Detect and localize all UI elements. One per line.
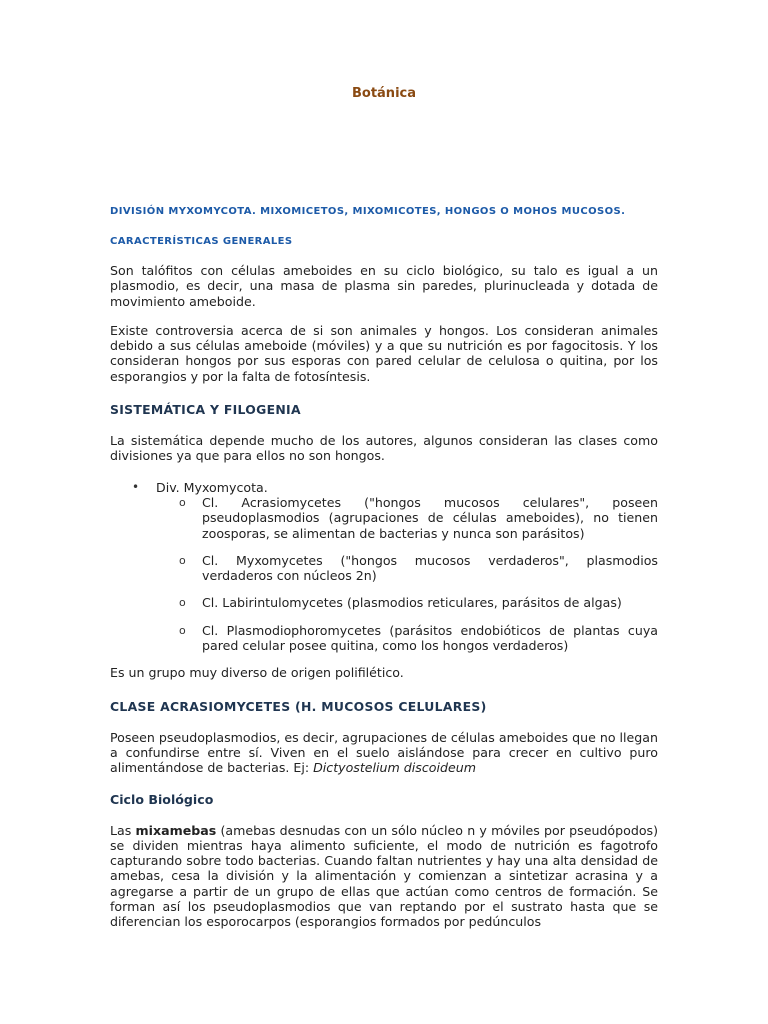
paragraph-controversy: Existe controversia acerca de si son animales y hongos. Los consideran animales debido a sus células ameboide (móviles) y a que su nutrición es por fagocitosis. Y los consideran hongos por sus esporas con pared celular de celulosa o quitina, por los esporangios y por la falta de fotosíntesis.: [110, 322, 658, 384]
circle-bullet-icon: o: [179, 553, 186, 567]
general-characteristics-heading: CARACTERÍSTICAS GENERALES: [110, 236, 293, 247]
life-cycle-text: (amebas desnudas con un sólo núcleo n y móviles por pseudópodos) se dividen mientras haya alimento suficiente, el modo de nutrición es fagotrofo capturando sobre todo bacterias. Cuando faltan nutrientes y hay una alta densidad de amebas, cesa la división y la alimentación y comienzan a sintetizar acrasina y a agregarse a partir de un grupo de ellas que actúan como centros de formación. Se forman así los pseudoplasmodios que van reptando por el sustrato hasta que se diferencian los esporocarpos (esporangios formados por pedúnculos: [110, 822, 658, 930]
class-text: Cl. Labirintulomycetes (plasmodios reticulares, parásitos de algas): [202, 595, 622, 611]
circle-bullet-icon: o: [179, 495, 186, 509]
paragraph-pseudoplasmodia: [110, 730, 658, 776]
life-cycle-heading: Ciclo Biológico: [110, 791, 214, 807]
species-name: Dictyostelium discoideum: [313, 760, 476, 776]
list-item-division: [110, 480, 658, 654]
list-item-class: [155, 623, 658, 654]
list-item-class: [155, 595, 658, 610]
pseudoplasmodia-text: Poseen pseudoplasmodios, es decir, agrupaciones de células ameboides que no llegan a confundirse entre sí. Viven en el suelo aislándose para crecer en cultivo puro alimentándose de bacterias. Ej:: [110, 729, 658, 776]
life-cycle-intro: Las: [110, 822, 136, 838]
list-item-class: [155, 553, 658, 584]
bullet-icon: •: [132, 479, 140, 494]
division-heading: DIVISIÓN MYXOMYCOTA. MIXOMICETOS, MIXOMICOTES, HONGOS O MOHOS MUCOSOS.: [110, 206, 626, 217]
paragraph-life-cycle: [110, 823, 658, 930]
class-list: [156, 495, 658, 653]
paragraph-systematics: La sistemática depende mucho de los autores, algunos consideran las clases como divisiones ya que para ellos no son hongos.: [110, 433, 658, 464]
document-body: [110, 206, 658, 944]
circle-bullet-icon: o: [179, 596, 186, 610]
list-item-class: [155, 495, 658, 541]
mixamebas-term: mixamebas: [135, 822, 217, 838]
acrasiomycetes-heading: CLASE ACRASIOMYCETES (H. MUCOSOS CELULARES): [110, 698, 487, 714]
circle-bullet-icon: o: [179, 623, 186, 637]
division-label: Div. Myxomycota.: [156, 479, 268, 495]
classification-list: [110, 480, 658, 654]
class-text: Cl. Myxomycetes ("hongos mucosos verdaderos", plasmodios verdaderos con núcleos 2n): [202, 552, 658, 584]
systematics-heading: SISTEMÁTICA Y FILOGENIA: [110, 402, 301, 418]
paragraph-talo: Son talófitos con células ameboides en su ciclo biológico, su talo es igual a un plasmodio, es decir, una masa de plasma sin paredes, plurinucleada y dotada de movimiento ameboide.: [110, 263, 658, 309]
paragraph-polyphyletic: Es un grupo muy diverso de origen polifilético.: [110, 665, 404, 681]
page-title: Botánica: [351, 86, 417, 101]
class-text: Cl. Plasmodiophoromycetes (parásitos endobióticos de plantas cuya pared celular posee quitina, como los hongos verdaderos): [202, 622, 658, 654]
class-text: Cl. Acrasiomycetes ("hongos mucosos celulares", poseen pseudoplasmodios (agrupaciones de células ameboides), no tienen zoosporas, se alimentan de bacterias y nunca son parásitos): [202, 494, 658, 541]
